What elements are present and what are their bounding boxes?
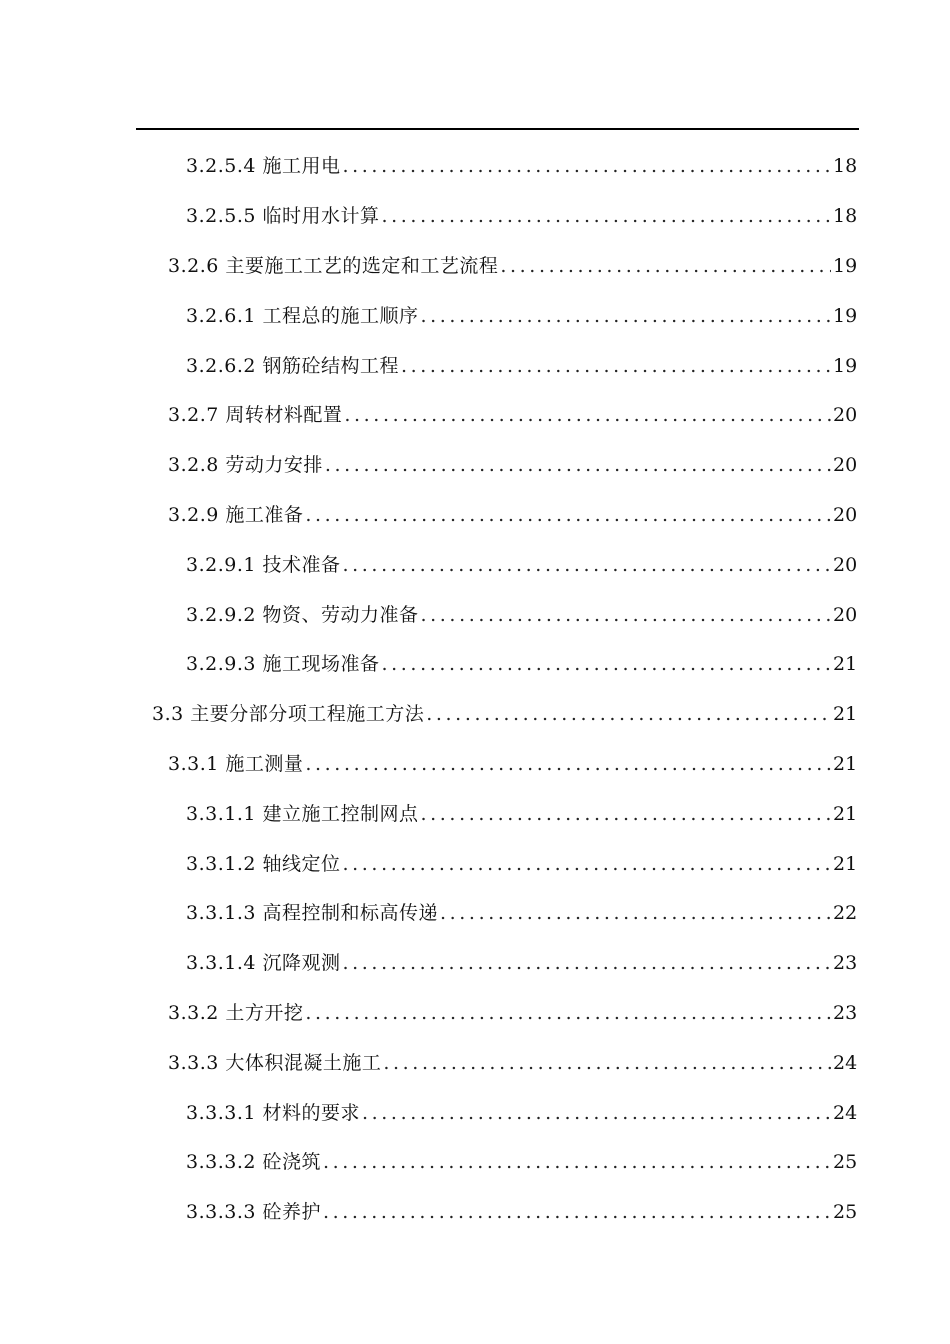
toc-leader-dots — [421, 606, 831, 625]
toc-leader-dots — [305, 1004, 831, 1023]
toc-entry-label: 3.3.3.1 材料的要求 — [186, 1101, 361, 1124]
toc-entry-label: 3.3.1.2 轴线定位 — [186, 852, 341, 875]
toc-entry[interactable] — [0, 590, 950, 640]
toc-page-number: 20 — [833, 603, 858, 626]
toc-entry-label: 3.3.2 土方开挖 — [168, 1001, 304, 1024]
toc-leader-dots — [401, 357, 831, 376]
toc-leader-dots — [344, 406, 831, 425]
toc-entry-label: 3.2.6 主要施工工艺的选定和工艺流程 — [168, 254, 499, 277]
toc-page-number: 23 — [833, 1001, 858, 1024]
toc-entry-label: 3.2.7 周转材料配置 — [168, 404, 343, 427]
toc-leader-dots — [305, 506, 831, 525]
toc-page-number: 20 — [833, 404, 858, 427]
toc-entry-label: 3.3.1 施工测量 — [168, 752, 304, 775]
toc-entry-label: 3.3 主要分部分项工程施工方法 — [152, 703, 425, 726]
toc-entry[interactable] — [0, 491, 950, 541]
toc-entry[interactable] — [0, 142, 950, 192]
toc-entry[interactable] — [0, 939, 950, 989]
toc-leader-dots — [440, 904, 831, 923]
toc-entry-label: 3.3.3.3 砼养护 — [186, 1201, 322, 1224]
toc-leader-dots — [500, 257, 831, 276]
toc-page-number: 19 — [833, 304, 858, 327]
toc-page-number: 21 — [833, 852, 858, 875]
toc-page-number: 18 — [833, 155, 858, 178]
header-rule — [136, 128, 859, 130]
toc-leader-dots — [323, 1153, 831, 1172]
toc-entry[interactable] — [0, 789, 950, 839]
toc-entry[interactable] — [0, 192, 950, 242]
toc-leader-dots — [343, 157, 831, 176]
toc-page-number: 24 — [833, 1101, 858, 1124]
toc-entry[interactable] — [0, 441, 950, 491]
toc-entry[interactable] — [0, 391, 950, 441]
toc-entry-label: 3.2.9.2 物资、劳动力准备 — [186, 603, 419, 626]
toc-entry-label: 3.2.5.4 施工用电 — [186, 155, 341, 178]
toc-entry[interactable] — [0, 740, 950, 790]
toc-entry-label: 3.2.9.1 技术准备 — [186, 553, 341, 576]
toc-page-number: 19 — [833, 354, 858, 377]
toc-page-number: 21 — [833, 752, 858, 775]
toc-entry-label: 3.3.3 大体积混凝土施工 — [168, 1051, 382, 1074]
toc-page-number: 21 — [833, 703, 858, 726]
toc-entry[interactable] — [0, 242, 950, 292]
toc-leader-dots — [383, 1054, 831, 1073]
toc-leader-dots — [421, 307, 831, 326]
toc-page-number: 18 — [833, 205, 858, 228]
toc-entry[interactable] — [0, 839, 950, 889]
toc-leader-dots — [323, 1203, 831, 1222]
toc-page-number: 21 — [833, 653, 858, 676]
toc-entry[interactable] — [0, 1188, 950, 1238]
toc-leader-dots — [426, 705, 831, 724]
toc-page-number: 24 — [833, 1051, 858, 1074]
toc-entry-label: 3.2.6.2 钢筋砼结构工程 — [186, 354, 400, 377]
toc-page-number: 25 — [833, 1151, 858, 1174]
toc-entry-label: 3.2.6.1 工程总的施工顺序 — [186, 304, 419, 327]
toc-entry[interactable] — [0, 640, 950, 690]
toc-entry-label: 3.2.9.3 施工现场准备 — [186, 653, 380, 676]
toc-leader-dots — [343, 954, 831, 973]
toc-entry[interactable] — [0, 291, 950, 341]
toc-leader-dots — [305, 755, 831, 774]
toc-entry[interactable] — [0, 341, 950, 391]
toc-leader-dots — [343, 556, 831, 575]
toc-entry-label: 3.2.9 施工准备 — [168, 503, 304, 526]
toc-page-number: 20 — [833, 454, 858, 477]
toc-leader-dots — [421, 805, 831, 824]
toc-entry-label: 3.3.1.4 沉降观测 — [186, 952, 341, 975]
toc-entry[interactable] — [0, 690, 950, 740]
toc-entry[interactable] — [0, 1038, 950, 1088]
toc-page-number: 23 — [833, 952, 858, 975]
toc-entry-label: 3.3.1.1 建立施工控制网点 — [186, 802, 419, 825]
toc-page-number: 20 — [833, 553, 858, 576]
toc-entry-label: 3.2.5.5 临时用水计算 — [186, 205, 380, 228]
toc-leader-dots — [382, 655, 831, 674]
toc-page-number: 19 — [833, 254, 858, 277]
toc-page-number: 21 — [833, 802, 858, 825]
toc-entry[interactable] — [0, 540, 950, 590]
toc-entry[interactable] — [0, 1088, 950, 1138]
toc-entry[interactable] — [0, 1138, 950, 1188]
toc-page-number: 20 — [833, 503, 858, 526]
toc-leader-dots — [362, 1104, 831, 1123]
toc-page-number: 22 — [833, 902, 858, 925]
toc-entry-label: 3.3.1.3 高程控制和标高传递 — [186, 902, 439, 925]
toc-leader-dots — [325, 456, 831, 475]
toc-entry[interactable] — [0, 889, 950, 939]
toc-leader-dots — [382, 207, 831, 226]
toc-entry-label: 3.2.8 劳动力安排 — [168, 454, 323, 477]
table-of-contents — [0, 142, 950, 1238]
toc-leader-dots — [343, 855, 831, 874]
toc-page-number: 25 — [833, 1201, 858, 1224]
toc-entry-label: 3.3.3.2 砼浇筑 — [186, 1151, 322, 1174]
toc-entry[interactable] — [0, 989, 950, 1039]
